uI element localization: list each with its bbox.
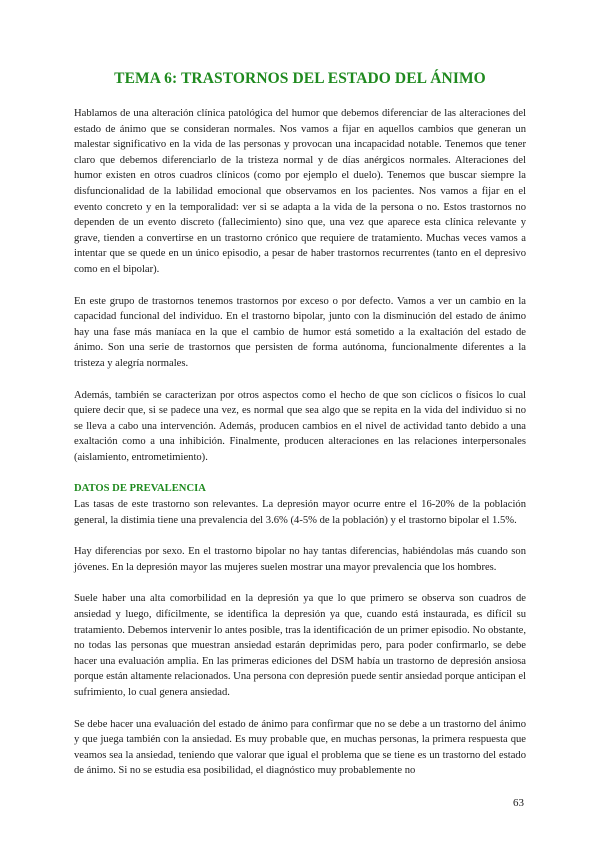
paragraph-intro-1: Hablamos de una alteración clínica patológica del humor que debemos diferenciar de las alteraciones del estado de ánimo que se consideran normales. Nos vamos a fijar en aquellos cambios que generan un malestar significativo en la vida de las personas y provocan una incapacidad notable. Tenemos que tener claro que debemos diferenciarlo de la tristeza normal y de días anérgicos normales. Alteraciones del humor existen en otros cuadros clínicos (como por ejemplo el duelo). Tenemos que buscar siempre la disfuncionalidad de la labilidad emocional que observamos en los pacientes. Nos vamos a fijar en el evento concreto y en la temporalidad: ver si se adapta a la vida de la persona o no. Estos trastornos no dependen de un evento discreto (fallecimiento) sino que, una vez que aparece esta clínica relevante y grave, tienden a convertirse en un trastorno crónico que requiere de tratamiento. Muchas veces vamos a intentar que se quede en un único episodio, a pesar de haber trastornos recurrentes (tanto en el depresivo como en el bipolar). bbox=[74, 108, 526, 275]
page-title: TEMA 6: TRASTORNOS DEL ESTADO DEL ÁNIMO bbox=[114, 70, 486, 87]
paragraph-prevalence-3: Suele haber una alta comorbilidad en la depresión ya que lo que primero se observa son cuadros de ansiedad y luego, difícilmente, se identifica la depresión ya que, cuando está instaurada, es difícil su tratamiento. Debemos intervenir lo antes posible, tras la identificación de un primer episodio. No obstante, no todas las personas que muestran ansiedad estarán deprimidas pero, para poder confirmarlo, se debe hacer una evaluación amplia. En las primeras ediciones del DSM había un trastorno de depresión ansiosa porque están altamente relacionados. Una persona con depresión puede sentir ansiedad porque anticipan el sufrimiento, lo cual genera ansiedad. bbox=[74, 593, 526, 698]
paragraph-prevalence-1: Las tasas de este trastorno son relevantes. La depresión mayor ocurre entre el 16-20% de la población general, la distimia tiene una prevalencia del 3.6% (4-5% de la población) y el trastorno bipolar el 1.5%. bbox=[74, 499, 526, 526]
paragraph-intro-3: Además, también se caracterizan por otros aspectos como el hecho de que son cíclicos o físicos lo cual quiere decir que, si se padece una vez, es normal que sea algo que se repita en la vida del individuo si no se lleva a cabo una intervención. Además, producen cambios en el nivel de actividad tanto debido a una exaltación como a una inhibición. Finalmente, producen alteraciones en las relaciones interpersonales (aislamiento, entrometimiento). bbox=[74, 389, 526, 463]
section-heading-prevalence: DATOS DE PREVALENCIA bbox=[74, 483, 206, 495]
paragraph-prevalence-4: Se debe hacer una evaluación del estado de ánimo para confirmar que no se debe a un trastorno del ánimo y que juega también con la ansiedad. Es muy probable que, en muchas personas, la primera respuesta que veamos sea la ansiedad, teniendo que valorar que igual el problema que se tiene es un trastorno del estado de ánimo. Si no se estudia esa posibilidad, el diagnóstico muy probablemente no bbox=[74, 718, 526, 777]
paragraph-intro-2: En este grupo de trastornos tenemos trastornos por exceso o por defecto. Vamos a ver un cambio en la capacidad funcional del individuo. En el trastorno bipolar, junto con la disminución del estado de ánimo hay una fase más maníaca en la que el cambio de humor está sometido a la exaltación del estado de ánimo. Son una serie de trastornos que persisten de forma autónoma, funcionalmente diferentes a la tristeza y alegría normales. bbox=[74, 295, 526, 369]
document-page bbox=[74, 70, 526, 795]
paragraph-prevalence-2: Hay diferencias por sexo. En el trastorno bipolar no hay tantas diferencias, habiéndolas más cuando son jóvenes. En la depresión mayor las mujeres suelen mostrar una mayor prevalencia que los hombres. bbox=[74, 546, 526, 573]
page-number: 63 bbox=[513, 797, 524, 809]
